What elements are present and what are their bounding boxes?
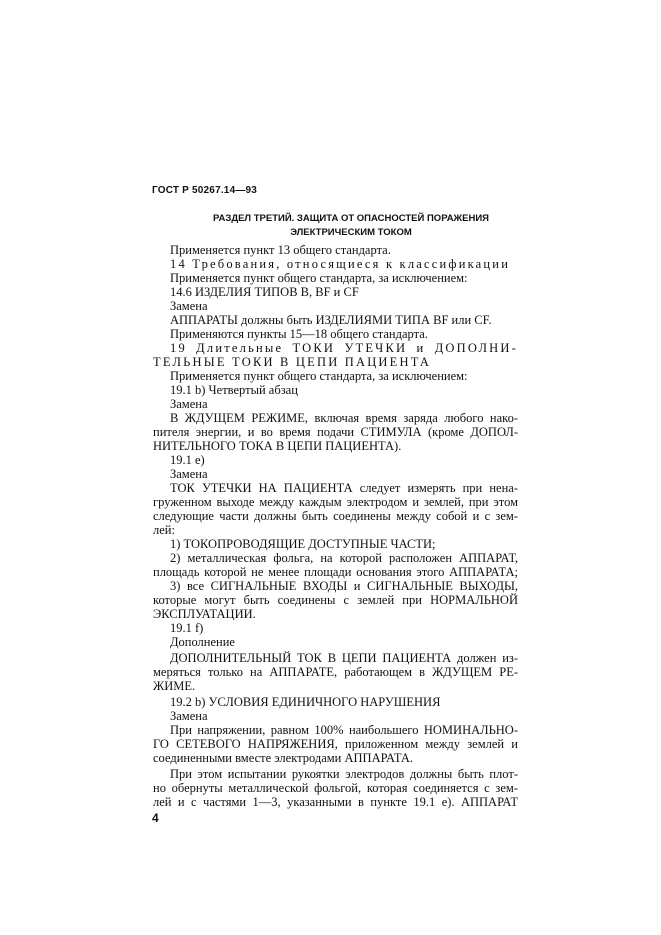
page-number: 4 — [152, 811, 159, 825]
subclause-heading: 19.1 е) — [170, 453, 205, 467]
subclause-heading: 19.2 b) УСЛОВИЯ ЕДИНИЧНОГО НАРУШЕНИЯ — [170, 695, 441, 709]
replacement-label: Замена — [170, 709, 208, 723]
subclause-heading: 19.1 b) Четвертый абзац — [170, 383, 298, 397]
section-title — [186, 212, 516, 240]
list-item-1: 1) ТОКОПРОВОДЯЩИЕ ДОСТУПНЫЕ ЧАСТИ; — [170, 537, 436, 551]
clause-heading-19-cont: ТЕЛЬНЫЕ ТОКИ В ЦЕПИ ПАЦИЕНТА — [153, 355, 432, 369]
addition-label: Дополнение — [170, 635, 235, 649]
replacement-label: Замена — [170, 299, 208, 313]
section-title-line-2: ЭЛЕКТРИЧЕСКИМ ТОКОМ — [290, 227, 412, 238]
text-line: Применяется пункт 13 общего стандарта. — [170, 243, 391, 257]
clause-heading-19: 19 Длительные ТОКИ УТЕЧКИ и ДОПОЛНИ- — [170, 341, 518, 355]
text-line: ЖИМЕ. — [153, 679, 196, 693]
text-line: В ЖДУЩЕМ РЕЖИМЕ, включая время заряда любого нако- — [170, 411, 518, 425]
clause-heading-14: 14 Требования, относящиеся к классификации — [170, 257, 511, 271]
text-line: пителя энергии, и во время подачи СТИМУЛА (кроме ДОПОЛ- — [153, 425, 518, 439]
list-item-2: 2) металлическая фольга, на которой расположен АППАРАТ, — [170, 551, 518, 565]
subclause-heading: 14.6 ИЗДЕЛИЯ ТИПОВ В, BF и CF — [170, 285, 359, 299]
text-line: груженном выходе между каждым электродом и землей, при этом — [153, 495, 518, 509]
standard-code-header: ГОСТ Р 50267.14—93 — [152, 185, 258, 196]
text-line: но обернуты металлической фольгой, которая соединяется с зем- — [153, 781, 518, 795]
text-line: ГО СЕТЕВОГО НАПРЯЖЕНИЯ, приложенном между землей и — [153, 737, 518, 751]
text-line: ТОК УТЕЧКИ НА ПАЦИЕНТА следует измерять при ненa- — [170, 481, 518, 495]
text-line: При напряжении, равном 100% наибольшего НОМИНАЛЬНО- — [170, 723, 518, 737]
text-line: лей и с частями 1—3, указанными в пункте 19.1 е). АППАРАТ — [153, 795, 518, 809]
text-line: лей: — [153, 523, 175, 537]
list-item-3: 3) все СИГНАЛЬНЫЕ ВХОДЫ и СИГНАЛЬНЫЕ ВЫХОДЫ, — [170, 579, 518, 593]
text-line: ДОПОЛНИТЕЛЬНЫЙ ТОК В ЦЕПИ ПАЦИЕНТА должен из- — [170, 651, 518, 665]
text-line: ЭКСПЛУАТАЦИИ. — [153, 607, 256, 621]
section-title-line-1: РАЗДЕЛ ТРЕТИЙ. ЗАЩИТА ОТ ОПАСНОСТЕЙ ПОРАЖЕНИЯ — [213, 213, 489, 224]
text-line: меряться только на АППАРАТЕ, работающем в ЖДУЩЕМ РЕ- — [153, 665, 518, 679]
text-line: НИТЕЛЬНОГО ТОКА В ЦЕПИ ПАЦИЕНТА). — [153, 439, 402, 453]
text-line: Применяются пункты 15—18 общего стандарта. — [170, 327, 428, 341]
text-line: Применяется пункт общего стандарта, за исключением: — [170, 271, 468, 285]
text-line: соединенными вместе электродами АППАРАТА. — [153, 751, 414, 765]
text-line: Применяется пункт общего стандарта, за исключением: — [170, 369, 468, 383]
text-line: При этом испытании рукоятки электродов должны быть плот- — [170, 767, 518, 781]
replacement-label: Замена — [170, 397, 208, 411]
text-line: АППАРАТЫ должны быть ИЗДЕЛИЯМИ ТИПА BF или CF. — [170, 313, 492, 327]
text-line: площадь которой не менее площади основания этого АППАРАТА; — [153, 565, 518, 579]
text-line: следующие части должны быть соединены между собой и с зем- — [153, 509, 518, 523]
text-line: которые могут быть соединены с землей при НОРМАЛЬНОЙ — [153, 593, 518, 607]
subclause-heading: 19.1 f) — [170, 621, 204, 635]
replacement-label: Замена — [170, 467, 208, 481]
